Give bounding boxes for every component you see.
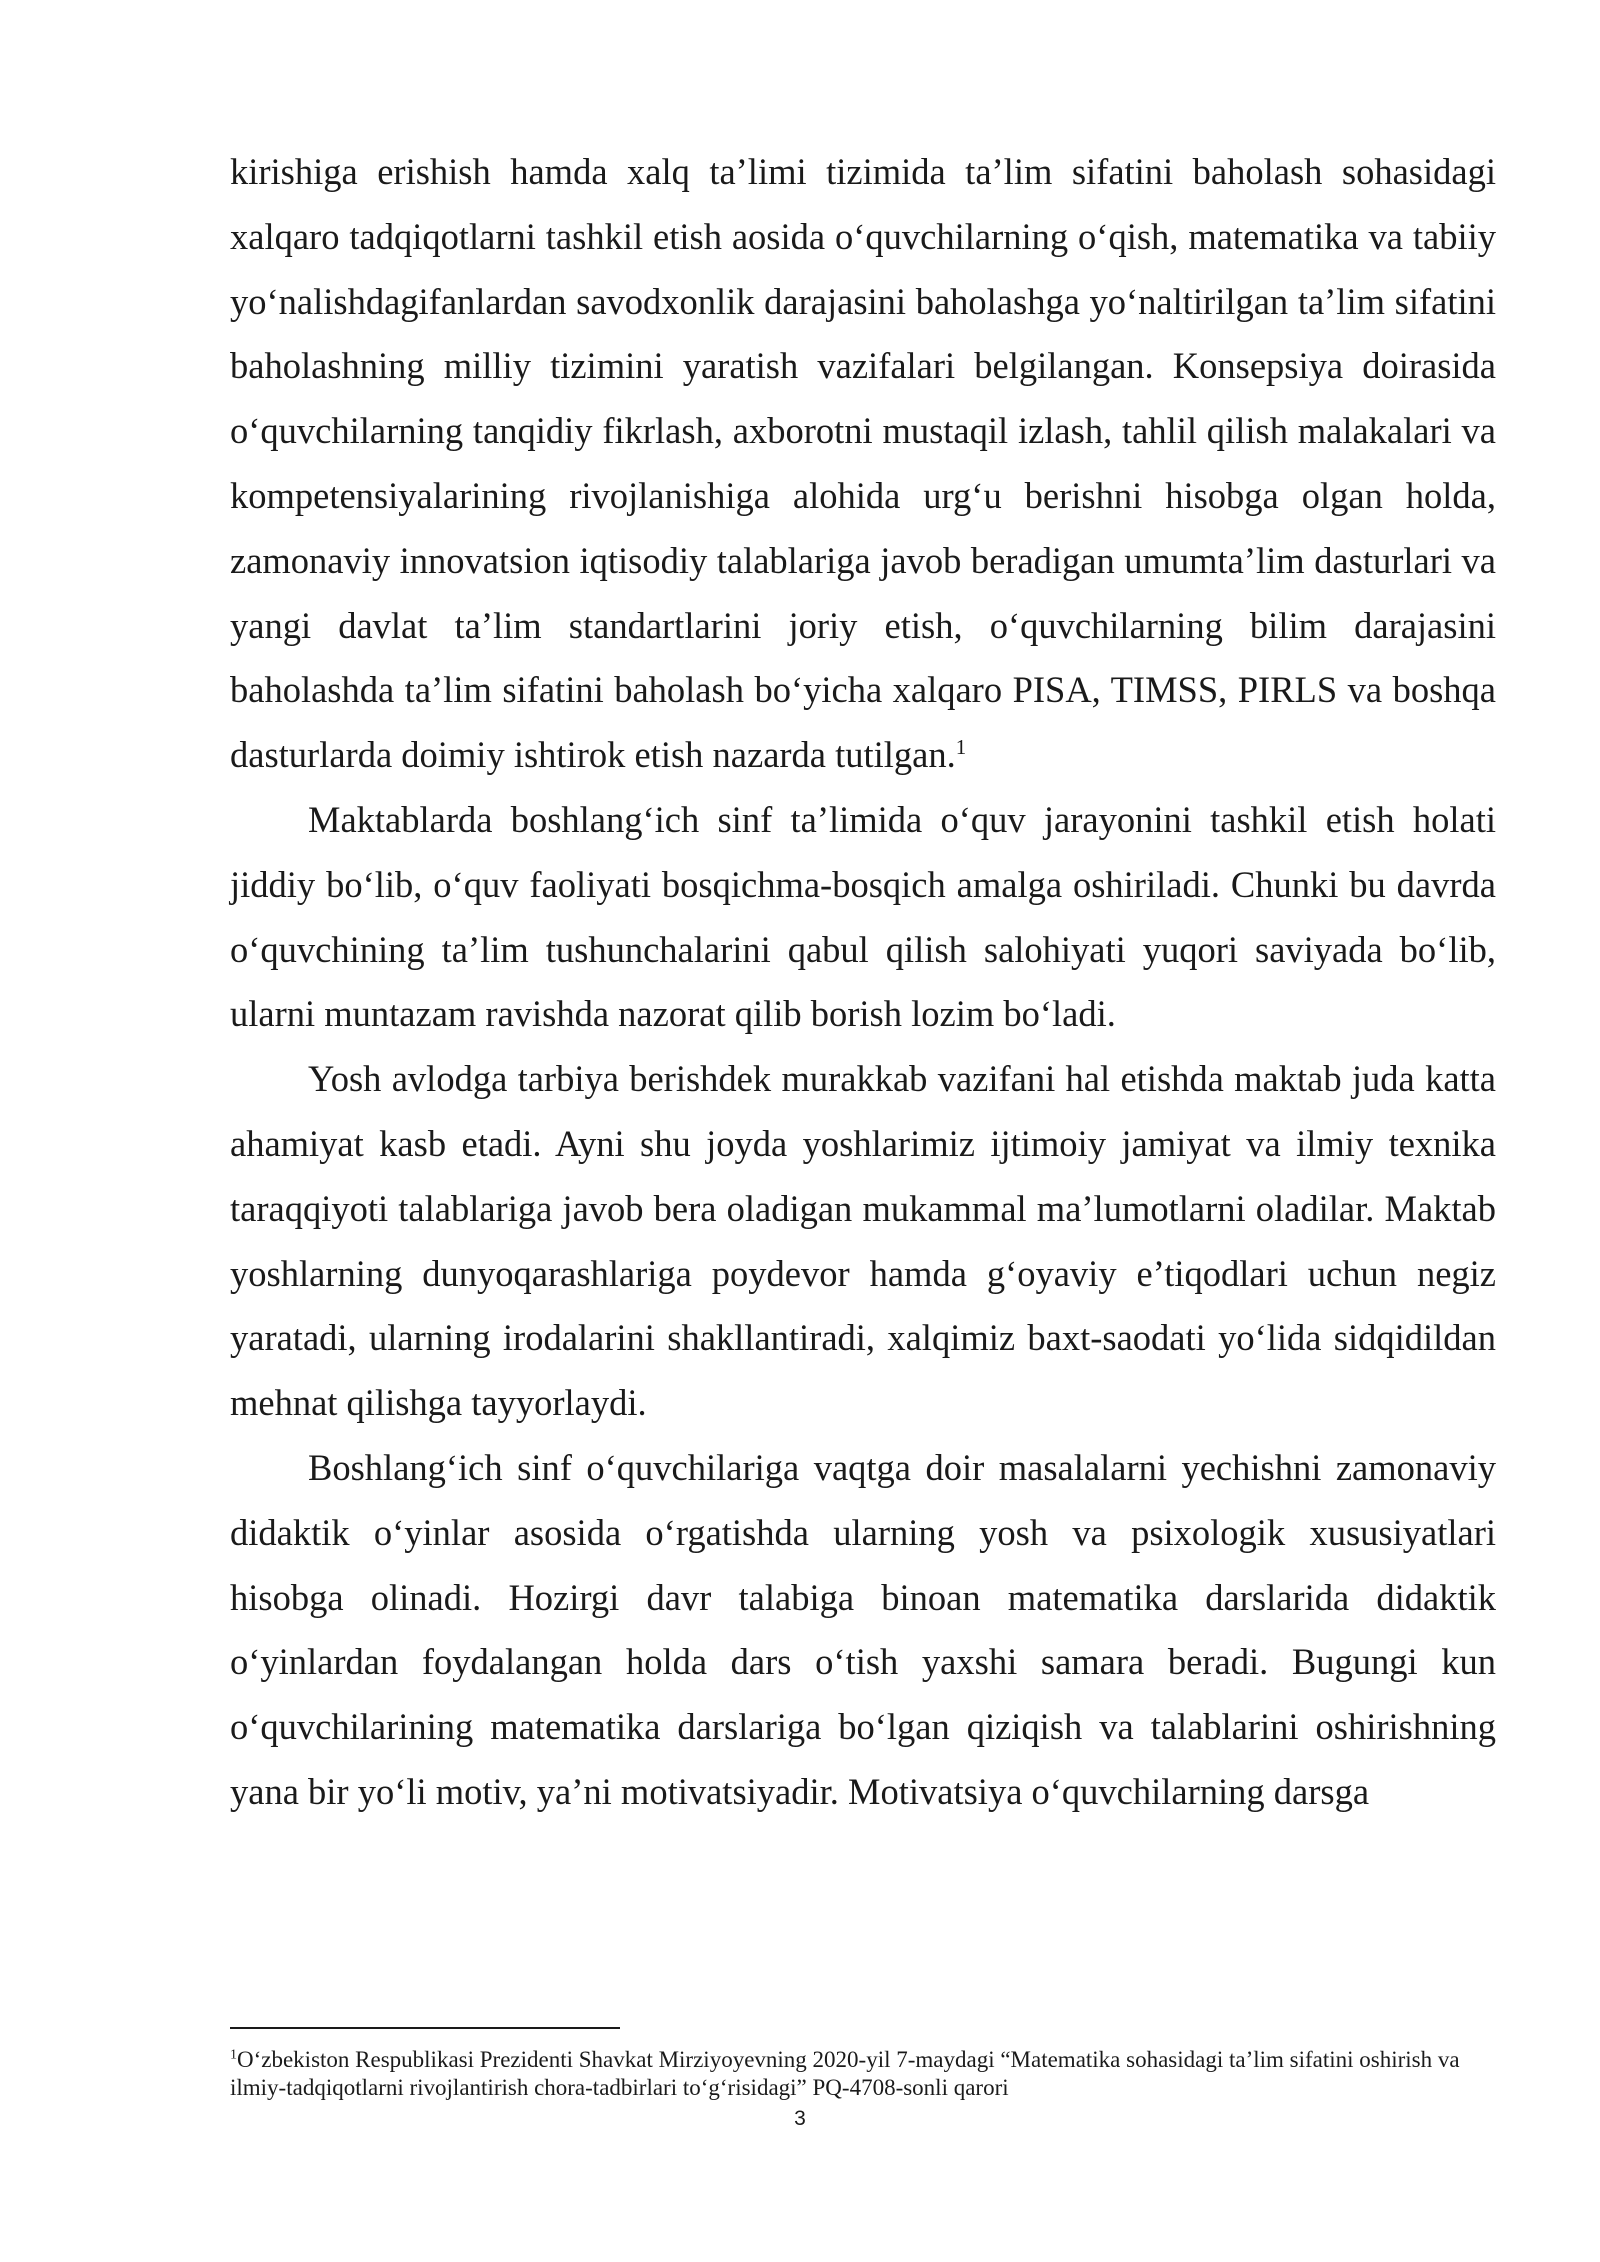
footnote-marker: 1 xyxy=(230,2047,237,2063)
footnote-separator xyxy=(230,2027,620,2029)
footnote-reference: 1 xyxy=(955,735,967,760)
page-number: 3 xyxy=(794,2107,806,2130)
page-body xyxy=(230,140,1496,1825)
paragraph-1-text: kirishiga erishish hamda xalq ta’limi tizimida ta’lim sifatini baholash sohasidagi xalqaro tadqiqotlarni tashkil etish aosida o‘quvchilarning o‘qish, matematika va tabiiy yo‘nalishdagifanlardan savodxonlik darajasini baholashga yo‘naltirilgan ta’lim sifatini baholashning milliy tizimini yaratish vazifalari belgilangan. Konsepsiya doirasida o‘quvchilarning tanqidiy fikrlash, axborotni mustaqil izlash, tahlil qilish malakalari va kompetensiyalarining rivojlanishiga alohida urg‘u berishni hisobga olgan holda, zamonaviy innovatsion iqtisodiy talablariga javob beradigan umumta’lim dasturlari va yangi davlat ta’lim standartlarini joriy etish, o‘quvchilarning bilim darajasini baholashda ta’lim sifatini baholash bo‘yicha xalqaro PISA, TIMSS, PIRLS va boshqa dasturlarda doimiy ishtirok etish nazarda tutilgan. xyxy=(230,151,1496,776)
paragraph-1 xyxy=(230,140,1496,788)
paragraph-4: Boshlang‘ich sinf o‘quvchilariga vaqtga doir masalalarni yechishni zamonaviy didaktik o‘yinlar asosida o‘rgatishda ularning yosh va psixologik xususiyatlari hisobga olinadi. Hozirgi davr talabiga binoan matematika darslarida didaktik o‘yinlardan foydalangan holda dars o‘tish yaxshi samara beradi. Bugungi kun o‘quvchilarining matematika darslariga bo‘lgan qiziqish va talablarini oshirishning yana bir yo‘li motiv, ya’ni motivatsiyadir. Motivatsiya o‘quvchilarning darsga xyxy=(230,1446,1496,1812)
paragraph-3: Yosh avlodga tarbiya berishdek murakkab vazifani hal etishda maktab juda katta ahamiyat kasb etadi. Ayni shu joyda yoshlarimiz ijtimoiy jamiyat va ilmiy texnika taraqqiyoti talablariga javob bera oladigan mukammal ma’lumotlarni oladilar. Maktab yoshlarning dunyoqarashlariga poydevor hamda g‘oyaviy e’tiqodlari uchun negiz yaratadi, ularning irodalarini shakllantiradi, xalqimiz baxt-saodati yo‘lida sidqidildan mehnat qilishga tayyorlaydi. xyxy=(230,1058,1496,1424)
paragraph-2: Maktablarda boshlang‘ich sinf ta’limida o‘quv jarayonini tashkil etish holati jiddiy bo‘lib, o‘quv faoliyati bosqichma-bosqich amalga oshiriladi. Chunki bu davrda o‘quvchining ta’lim tushunchalarini qabul qilish salohiyati yuqori saviyada bo‘lib, ularni muntazam ravishda nazorat qilib borish lozim bo‘ladi. xyxy=(230,798,1496,1035)
footnote-text: O‘zbekiston Respublikasi Prezidenti Shavkat Mirziyoyevning 2020-yil 7-maydagi “Matematika sohasidagi ta’lim sifatini oshirish va ilmiy-tadqiqotlarni rivojlantirish chora-tadbirlari to‘g‘risidagi” PQ-4708-sonli qarori xyxy=(230,2047,1460,2100)
footnote xyxy=(230,2046,1496,2102)
